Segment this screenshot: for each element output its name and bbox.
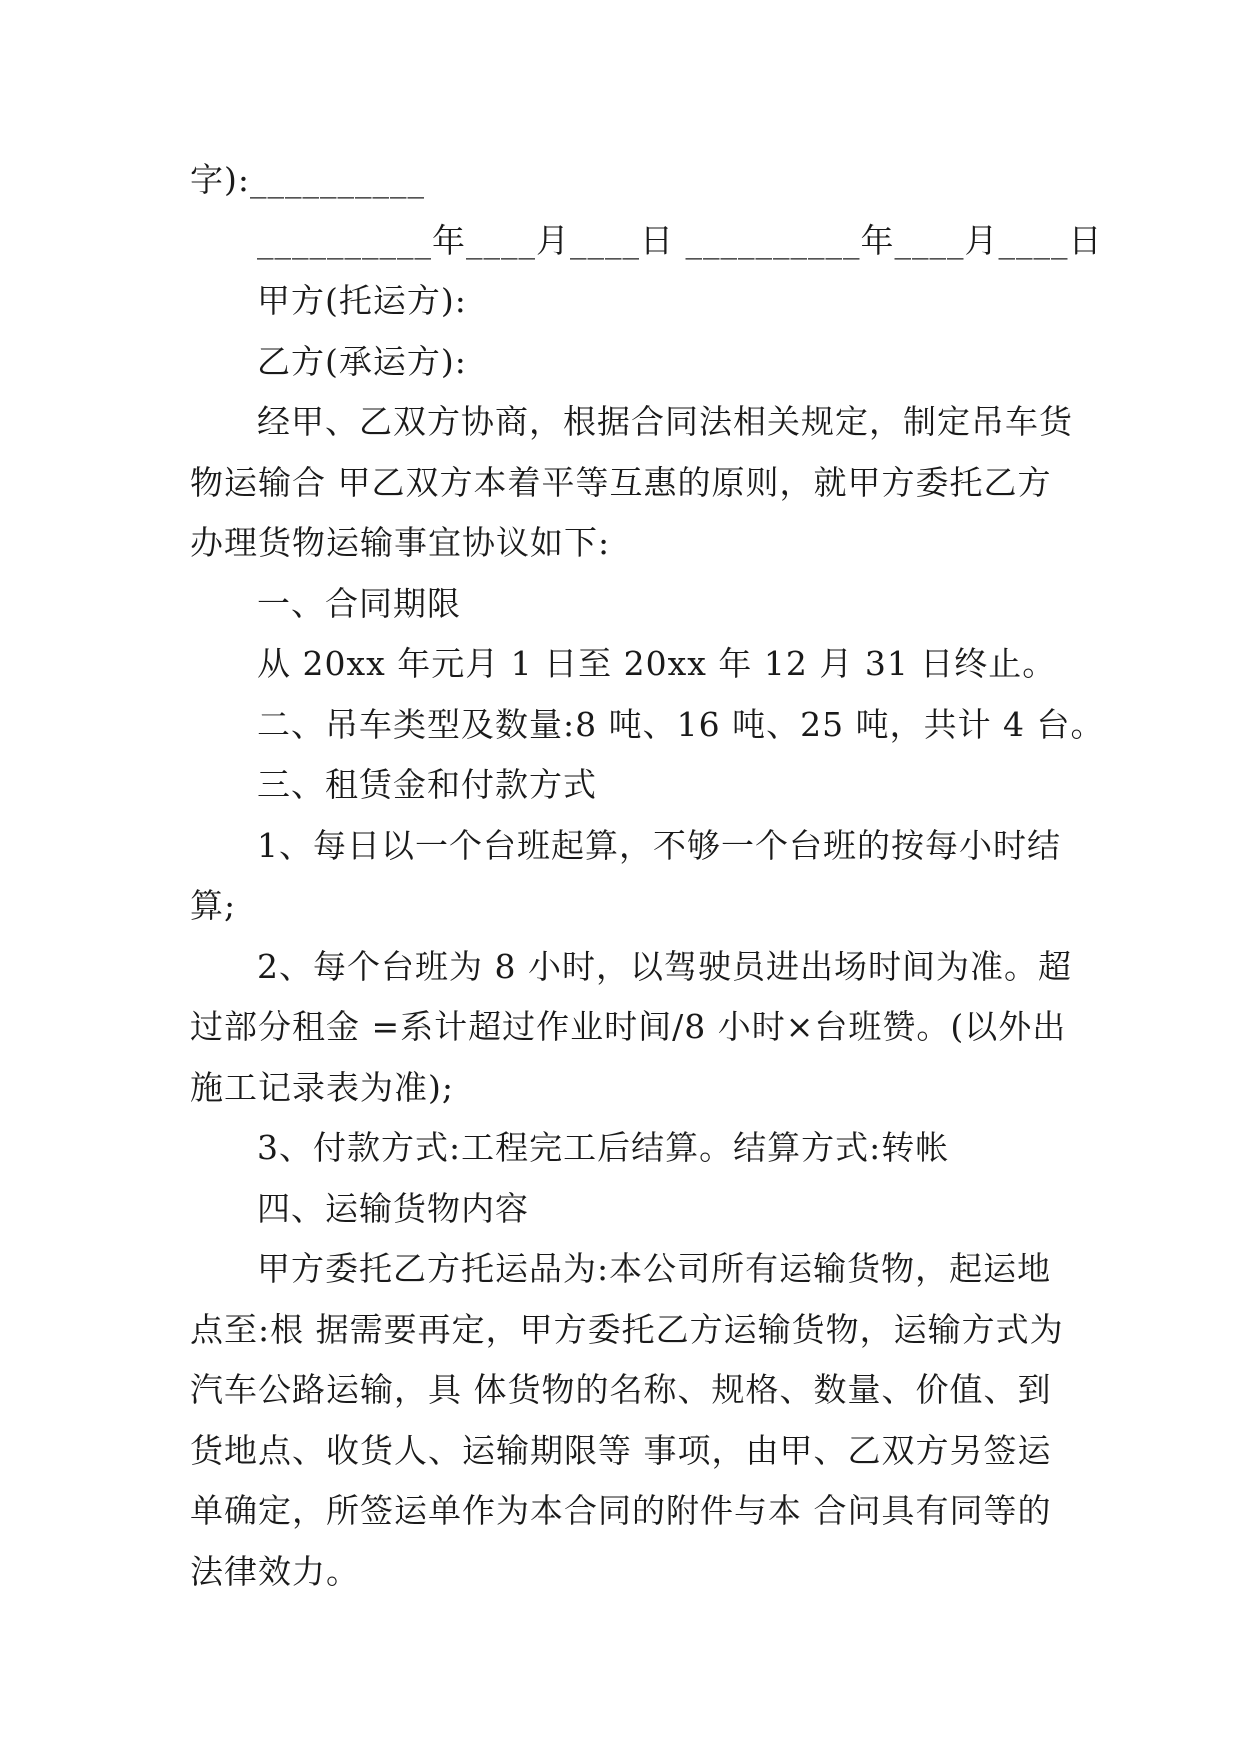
party-a-label: 甲方(托运方):: [257, 281, 467, 320]
clause-2-line-3: 施工记录表为准);: [190, 1067, 454, 1107]
intro-paragraph-line-2: 物运输合 甲乙双方本着平等互惠的原则，就甲方委托乙方: [190, 462, 1052, 502]
section-heading-2: 二、吊车类型及数量:8 吨、16 吨、25 吨，共计 4 台。: [257, 704, 1105, 744]
contract-term-text: 从 20xx 年元月 1 日至 20xx 年 12 月 31 日终止。: [257, 644, 1057, 683]
section-heading-3: 三、租赁金和付款方式: [257, 765, 597, 804]
cargo-paragraph-line-5: 单确定，所签运单作为本合同的附件与本 合问具有同等的: [190, 1491, 1052, 1530]
clause-1-line-1: 1、每日以一个台班起算，不够一个台班的按每小时结: [257, 825, 1061, 865]
cargo-paragraph-line-2: 点至:根 据需要再定，甲方委托乙方运输货物，运输方式为: [190, 1309, 1064, 1349]
clause-2-line-1: 2、每个台班为 8 小时，以驾驶员进出场时间为准。超: [257, 946, 1072, 986]
clause-3-line-1: 3、付款方式:工程完工后结算。结算方式:转帐: [257, 1128, 950, 1167]
signature-line: 字):__________: [190, 160, 425, 199]
clause-2-line-2: 过部分租金 =系计超过作业时间/8 小时×台班赞。(以外出: [190, 1007, 1067, 1046]
section-heading-4: 四、运输货物内容: [257, 1188, 529, 1228]
section-heading-1: 一、合同期限: [257, 583, 461, 623]
intro-paragraph-line-1: 经甲、乙双方协商，根据合同法相关规定，制定吊车货: [257, 402, 1073, 441]
clause-1-line-2: 算;: [190, 886, 237, 925]
cargo-paragraph-line-1: 甲方委托乙方托运品为:本公司所有运输货物，起运地: [257, 1249, 1052, 1288]
cargo-paragraph-line-6: 法律效力。: [190, 1551, 360, 1591]
party-b-label: 乙方(承运方):: [257, 341, 467, 381]
cargo-paragraph-line-4: 货地点、收货人、运输期限等 事项，由甲、乙双方另签运: [190, 1430, 1052, 1470]
cargo-paragraph-line-3: 汽车公路运输，具 体货物的名称、规格、数量、价值、到: [190, 1370, 1052, 1409]
intro-paragraph-line-3: 办理货物运输事宜协议如下:: [190, 523, 611, 562]
document-body: [190, 150, 1105, 1602]
date-line: __________年____月____日 __________年____月____日: [257, 220, 1103, 260]
